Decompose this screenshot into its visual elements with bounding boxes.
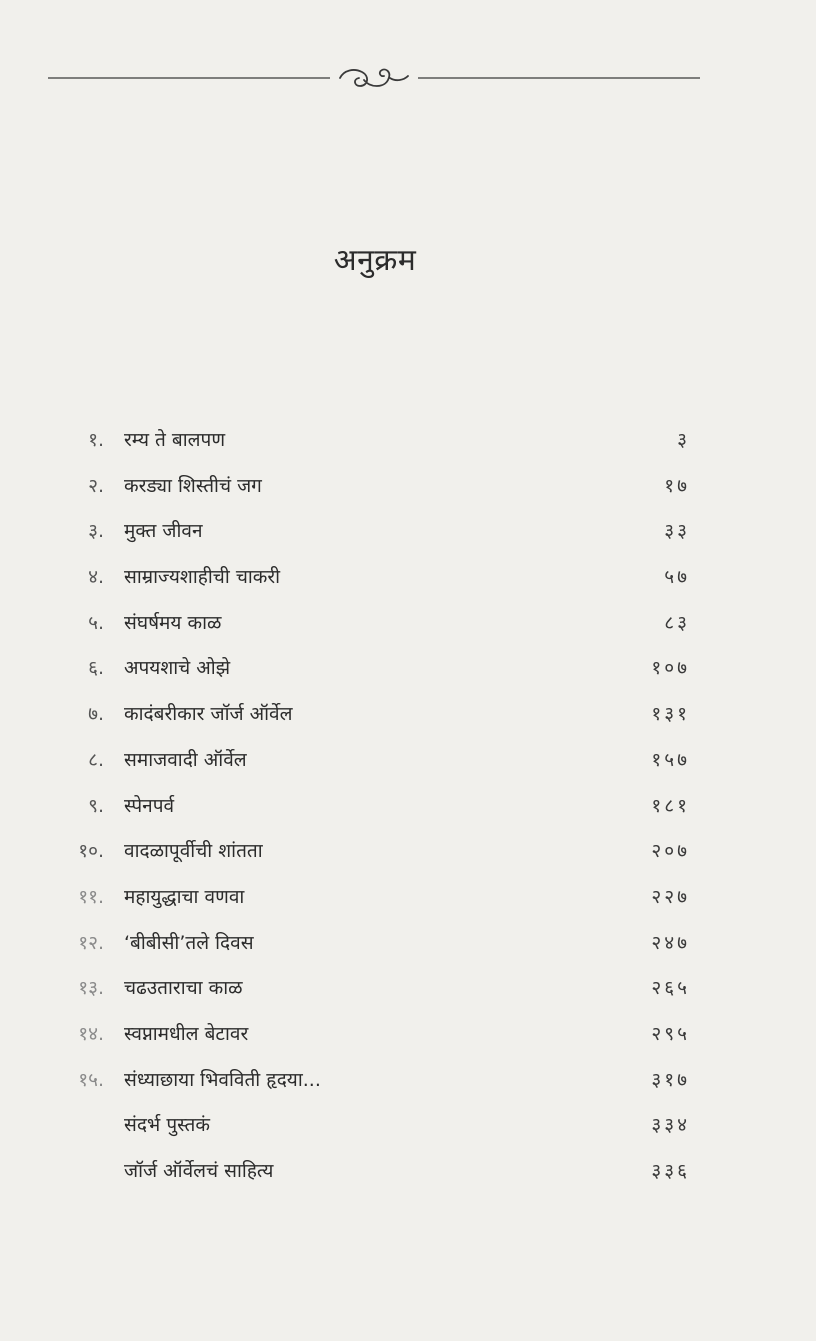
toc-row <box>60 1149 690 1195</box>
toc-row <box>60 1103 690 1149</box>
toc-chapter-number: १०. <box>78 840 104 863</box>
toc-page-number: ५७ <box>664 566 690 589</box>
toc-chapter-number: १४. <box>78 1022 104 1045</box>
toc-chapter-title: ‘बीबीसी’तले दिवस <box>124 931 254 954</box>
toc-page-number: २४७ <box>651 931 690 954</box>
toc-page-number: १०७ <box>651 657 690 680</box>
toc-chapter-title: मुक्त जीवन <box>124 520 203 543</box>
toc-chapter-number: ८. <box>88 748 104 771</box>
toc-chapter-number: ४. <box>88 566 104 589</box>
toc-page-number: १३१ <box>651 703 690 726</box>
toc-chapter-number: ५. <box>88 611 104 634</box>
toc-chapter-title: रम्य ते बालपण <box>124 429 226 451</box>
toc-chapter-title: महायुद्धाचा वणवा <box>124 885 245 908</box>
toc-row <box>60 738 690 784</box>
toc-chapter-title: साम्राज्यशाहीची चाकरी <box>124 566 281 589</box>
toc-chapter-number: २. <box>88 474 104 497</box>
toc-chapter-title: वादळापूर्वीची शांतता <box>124 840 263 863</box>
toc-page-number: ३ <box>677 429 690 451</box>
toc-chapter-title: स्पेनपर्व <box>124 794 175 817</box>
toc-chapter-number: ७. <box>88 703 104 726</box>
toc-page-number: ३३ <box>664 520 690 543</box>
toc-chapter-title: संदर्भ पुस्तकं <box>124 1114 210 1137</box>
toc-chapter-number: ३. <box>88 520 104 543</box>
toc-chapter-title: संध्याछाया भिवविती हृदया... <box>124 1068 321 1091</box>
toc-row <box>60 966 690 1012</box>
toc-page-number: २०७ <box>651 840 690 863</box>
toc-chapter-title: चढउताराचा काळ <box>124 977 243 1000</box>
toc-row <box>60 418 690 464</box>
toc-row <box>60 646 690 692</box>
toc-row <box>60 692 690 738</box>
toc-chapter-title: जॉर्ज ऑर्वेलचं साहित्य <box>124 1160 274 1182</box>
toc-row <box>60 1058 690 1104</box>
table-of-contents <box>60 418 690 1195</box>
toc-row <box>60 1012 690 1058</box>
toc-chapter-number: १२. <box>78 931 104 954</box>
toc-row <box>60 829 690 875</box>
toc-row <box>60 555 690 601</box>
page-title: अनुक्रम <box>333 243 417 278</box>
toc-chapter-number: ६. <box>88 657 104 680</box>
toc-page-number: २२७ <box>651 885 690 908</box>
toc-page-number: १५७ <box>651 748 690 771</box>
toc-page-number: २९५ <box>651 1022 690 1045</box>
toc-chapter-title: करड्या शिस्तीचं जग <box>124 474 262 497</box>
header-ornament <box>48 58 700 98</box>
toc-row <box>60 921 690 967</box>
toc-row <box>60 784 690 830</box>
toc-page-number: १८१ <box>651 794 690 817</box>
toc-row <box>60 509 690 555</box>
toc-chapter-title: समाजवादी ऑर्वेल <box>124 748 247 771</box>
toc-page-number: ८३ <box>664 611 690 634</box>
toc-page-number: ३३४ <box>651 1114 690 1137</box>
toc-chapter-title: कादंबरीकार जॉर्ज ऑर्वेल <box>124 703 293 726</box>
toc-chapter-title: अपयशाचे ओझे <box>124 657 231 680</box>
ornament-swirl-icon <box>48 58 700 98</box>
toc-row <box>60 464 690 510</box>
toc-page-number: ३१७ <box>651 1068 690 1091</box>
toc-page-number: १७ <box>664 474 690 497</box>
toc-chapter-number: ९. <box>88 794 104 817</box>
toc-row <box>60 875 690 921</box>
toc-chapter-title: संघर्षमय काळ <box>124 611 222 634</box>
toc-chapter-number: १. <box>88 429 104 451</box>
toc-chapter-title: स्वप्नामधील बेटावर <box>124 1022 249 1045</box>
toc-page-number: ३३६ <box>651 1160 690 1182</box>
toc-chapter-number: १५. <box>78 1068 104 1091</box>
toc-chapter-number: ११. <box>78 885 104 908</box>
toc-row <box>60 601 690 647</box>
toc-page-number: २६५ <box>651 977 690 1000</box>
toc-chapter-number: १३. <box>78 977 104 1000</box>
